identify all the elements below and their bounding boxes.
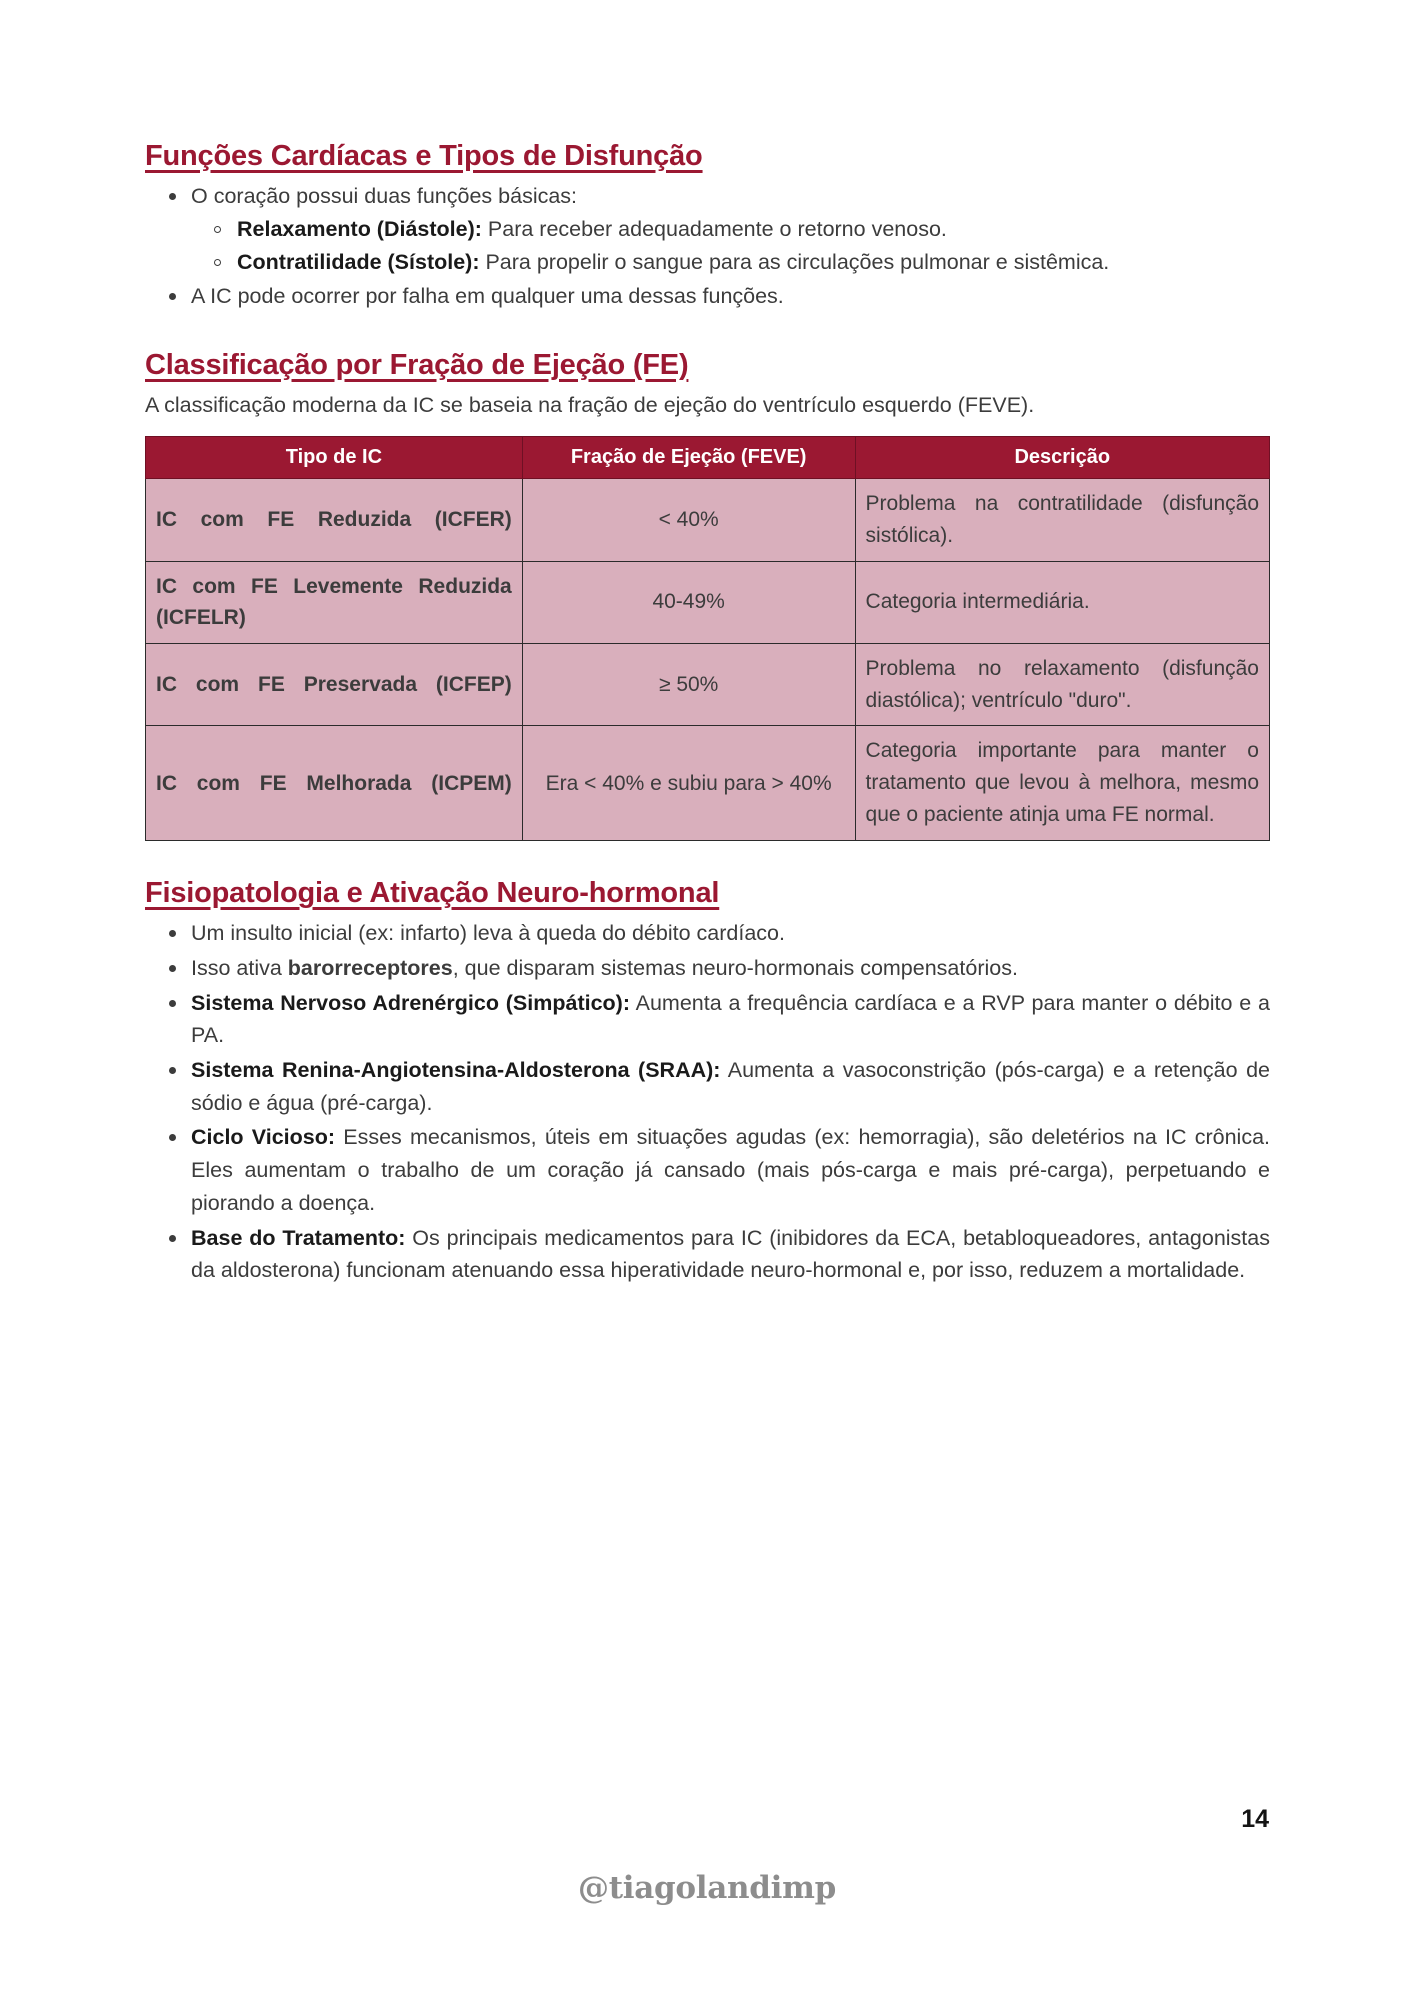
bullet-text: O coração possui duas funções básicas: <box>191 184 578 209</box>
list-item <box>145 1054 1270 1119</box>
list-item <box>145 1121 1270 1219</box>
section-heading-classificacao-fe: Classificação por Fração de Ejeção (FE) <box>145 348 689 381</box>
list-item <box>145 952 1270 985</box>
list-item <box>145 987 1270 1052</box>
page-number: 14 <box>1241 1805 1269 1833</box>
cell-tipo: IC com FE Reduzida (ICFER) <box>146 478 523 561</box>
bullet-text: A IC pode ocorrer por falha em qualquer uma dessas funções. <box>191 284 784 309</box>
bullet-text: Aumenta a vasoconstrição (pós-carga) e a retenção de sódio e água (pré-carga). <box>191 1058 1270 1115</box>
bullet-list-funcoes <box>145 180 1270 313</box>
bullet-text: Aumenta a frequência cardíaca e a RVP para manter o débito e a PA. <box>191 990 1270 1048</box>
sub-bullet-label: Relaxamento (Diástole): <box>237 216 482 241</box>
bullet-label: Sistema Renina-Angiotensina-Aldosterona (SRAA): <box>191 1058 721 1083</box>
bullet-list-fisiopatologia <box>145 917 1270 1286</box>
cell-descricao: Categoria intermediária. <box>855 561 1269 643</box>
fracao-ejecao-table <box>145 436 1270 841</box>
table-row <box>146 561 1270 643</box>
cell-tipo: IC com FE Melhorada (ICPEM) <box>146 726 523 841</box>
watermark-handle: @tiagolandimp <box>578 1870 836 1906</box>
bullet-text: Os principais medicamentos para IC (inibidores da ECA, betabloqueadores, antagonistas da aldosterona) funcionam atenuando essa hiperatividade neuro-hormonal e, por isso, reduzem a mortalidade. <box>191 1225 1270 1283</box>
column-header-tipo: Tipo de IC <box>146 436 523 478</box>
sub-bullet-text: Para propelir o sangue para as circulações pulmonar e sistêmica. <box>479 249 1110 274</box>
section-heading-fisiopatologia: Fisiopatologia e Ativação Neuro-hormonal <box>145 877 720 910</box>
cell-tipo: IC com FE Preservada (ICFEP) <box>146 643 523 726</box>
bullet-text: Um insulto inicial (ex: infarto) leva à queda do débito cardíaco. <box>191 921 785 946</box>
list-item <box>145 180 1270 278</box>
bullet-label: Ciclo Vicioso: <box>191 1125 336 1150</box>
list-item <box>145 1222 1270 1287</box>
table-row <box>146 726 1270 841</box>
list-item <box>145 280 1270 313</box>
cell-feve: 40-49% <box>522 561 855 643</box>
cell-descricao: Problema no relaxamento (disfunção diastólica); ventrículo "duro". <box>855 643 1269 726</box>
classificacao-intro-paragraph: A classificação moderna da IC se baseia na fração de ejeção do ventrículo esquerdo (FEVE). <box>145 393 1035 418</box>
list-item <box>145 917 1270 950</box>
list-item <box>191 246 1270 279</box>
sub-bullet-list <box>191 213 1270 278</box>
cell-feve: Era < 40% e subiu para > 40% <box>522 726 855 841</box>
sub-bullet-label: Contratilidade (Sístole): <box>237 249 480 274</box>
table-row <box>146 643 1270 726</box>
bullet-text: Esses mecanismos, úteis em situações agudas (ex: hemorragia), são deletérios na IC crônica. Eles aumentam o trabalho de um coração já cansado (mais pós-carga e mais pré-carga), perpetuando e piorando a doença. <box>191 1125 1270 1215</box>
table-row <box>146 478 1270 561</box>
sub-bullet-text: Para receber adequadamente o retorno venoso. <box>481 216 947 241</box>
page-content <box>145 138 1270 1289</box>
cell-feve: ≥ 50% <box>522 643 855 726</box>
section-heading-funcoes-cardiacas: Funções Cardíacas e Tipos de Disfunção <box>145 140 703 172</box>
table-header-row <box>146 436 1270 478</box>
bullet-text: Isso ativa barorreceptores, que disparam sistemas neuro-hormonais compensatórios. <box>191 956 1018 981</box>
column-header-feve: Fração de Ejeção (FEVE) <box>522 436 855 478</box>
column-header-descricao: Descrição <box>855 436 1269 478</box>
cell-feve: < 40% <box>522 478 855 561</box>
cell-tipo: IC com FE Levemente Reduzida (ICFELR) <box>146 561 523 643</box>
cell-descricao: Categoria importante para manter o tratamento que levou à melhora, mesmo que o paciente atinja uma FE normal. <box>855 726 1269 841</box>
bullet-label: Base do Tratamento: <box>191 1225 406 1250</box>
bullet-label: Sistema Nervoso Adrenérgico (Simpático): <box>191 990 630 1015</box>
list-item <box>191 213 1270 246</box>
cell-descricao: Problema na contratilidade (disfunção sistólica). <box>855 478 1269 561</box>
